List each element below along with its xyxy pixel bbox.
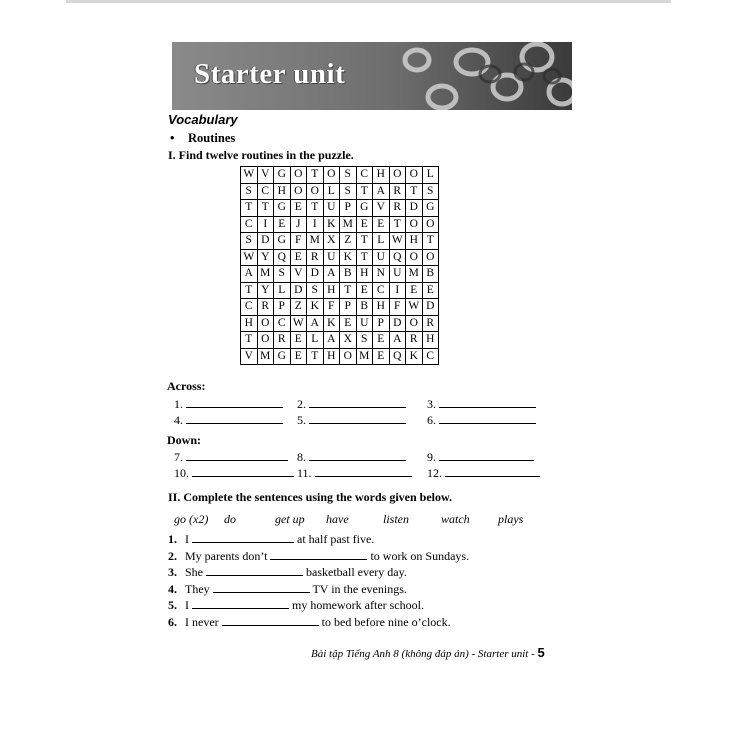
grid-cell: S [356,332,373,349]
unit-banner [172,42,572,110]
grid-cell: T [356,249,373,266]
grid-cell: M [257,266,274,283]
grid-cell: R [389,183,406,200]
grid-cell: O [406,249,423,266]
grid-cell: Z [340,233,357,250]
grid-row [241,315,439,332]
grid-cell: O [290,183,307,200]
grid-cell: P [373,315,390,332]
grid-cell: R [406,332,423,349]
grid-cell: O [257,332,274,349]
answer-blank[interactable] [186,412,283,424]
grid-cell: E [274,216,291,233]
answer-item [297,465,412,479]
sentence-item [168,564,407,580]
sentence-end: to work on Sundays. [367,548,470,563]
grid-cell: H [422,332,439,349]
grid-cell: W [389,233,406,250]
page-footer [311,645,545,660]
grid-cell: A [307,315,324,332]
grid-cell: V [257,167,274,184]
grid-cell: K [323,315,340,332]
grid-cell: R [307,249,324,266]
grid-cell: H [373,299,390,316]
grid-cell: G [274,200,291,217]
grid-cell: H [373,167,390,184]
grid-cell: E [373,348,390,365]
grid-cell: K [323,216,340,233]
sentence-start: I [185,532,192,546]
grid-cell: T [257,200,274,217]
grid-cell: O [290,167,307,184]
grid-cell: E [340,315,357,332]
grid-row [241,348,439,365]
grid-cell: H [241,315,258,332]
grid-cell: Q [389,348,406,365]
grid-cell: E [290,200,307,217]
grid-cell: N [373,266,390,283]
grid-cell: J [290,216,307,233]
grid-row [241,266,439,283]
grid-cell: S [340,167,357,184]
answer-number: 10. [174,466,192,480]
grid-cell: Z [290,299,307,316]
grid-cell: T [356,183,373,200]
grid-cell: R [274,332,291,349]
grid-cell: T [389,216,406,233]
grid-cell: P [340,299,357,316]
grid-cell: T [307,167,324,184]
grid-cell: D [290,282,307,299]
grid-cell: H [356,266,373,283]
grid-cell: D [307,266,324,283]
grid-cell: B [356,299,373,316]
word-bank-item: listen [383,512,409,526]
grid-cell: E [373,216,390,233]
grid-cell: W [406,299,423,316]
grid-cell: U [356,315,373,332]
grid-cell: M [340,216,357,233]
grid-cell: A [241,266,258,283]
grid-cell: G [422,200,439,217]
grid-cell: C [356,167,373,184]
sentence-end: basketball every day. [303,565,407,579]
grid-cell: C [241,216,258,233]
answer-item [174,465,294,479]
grid-cell: F [389,299,406,316]
grid-cell: T [307,200,324,217]
sentence-item [168,581,407,597]
answer-item [427,465,540,479]
answer-number: 4. [174,413,186,427]
sentence-end: my homework after school. [289,598,424,612]
answer-item [297,396,406,410]
grid-cell: Y [257,282,274,299]
answer-item [174,449,288,463]
word-bank-item: do [224,512,236,526]
grid-cell: H [274,183,291,200]
sentence-item [168,531,374,547]
grid-cell: O [257,315,274,332]
grid-cell: T [307,348,324,365]
grid-cell: S [241,183,258,200]
sentence-start: I never [185,614,222,629]
sentence-number: 4. [168,581,177,596]
grid-cell: B [422,266,439,283]
grid-cell: L [274,282,291,299]
grid-cell: V [241,348,258,365]
sentence-number: 6. [168,614,177,629]
sentence-start: They [185,581,213,596]
grid-cell: T [241,332,258,349]
answer-number: 6. [427,413,439,427]
grid-cell: O [406,167,423,184]
grid-row [241,183,439,200]
grid-cell: X [340,332,357,349]
grid-cell: O [389,167,406,184]
answer-item [297,412,406,426]
grid-cell: S [241,233,258,250]
grid-row [241,167,439,184]
grid-cell: G [274,167,291,184]
bullet-dot: • [170,131,175,145]
grid-cell: Y [257,249,274,266]
answer-blank[interactable] [309,449,406,461]
grid-cell: U [389,266,406,283]
grid-cell: O [340,348,357,365]
answer-blank[interactable] [439,449,534,461]
sentence-end: at half past five. [294,532,375,546]
grid-cell: L [323,183,340,200]
grid-cell: T [340,282,357,299]
grid-row [241,249,439,266]
grid-cell: V [290,266,307,283]
sentence-blank[interactable] [270,548,367,560]
grid-cell: O [406,216,423,233]
grid-cell: Q [389,249,406,266]
down-label: Down: [167,433,202,447]
grid-cell: S [340,183,357,200]
answer-item [427,412,536,426]
grid-cell: M [257,348,274,365]
sentence-number: 1. [168,532,177,546]
grid-row [241,233,439,250]
grid-cell: A [389,332,406,349]
routines-bullet [170,131,235,146]
answer-blank[interactable] [439,396,536,408]
grid-row [241,332,439,349]
answer-number: 11. [297,466,315,480]
grid-cell: L [307,332,324,349]
grid-cell: X [323,233,340,250]
grid-cell: C [241,299,258,316]
grid-cell: P [274,299,291,316]
word-bank-item: go (x2) [174,512,209,526]
grid-cell: S [307,282,324,299]
grid-cell: C [274,315,291,332]
grid-cell: F [290,233,307,250]
sentence-number: 3. [168,565,177,579]
grid-cell: W [241,249,258,266]
sentence-item [168,548,469,564]
top-divider [66,0,671,3]
answer-blank[interactable] [445,465,540,477]
sentence-blank[interactable] [213,581,310,593]
grid-cell: E [290,348,307,365]
answer-item [174,396,283,410]
grid-cell: W [290,315,307,332]
grid-cell: D [406,200,423,217]
unit-title: Starter unit [194,58,346,90]
grid-cell: E [373,332,390,349]
answer-blank[interactable] [309,396,406,408]
grid-cell: A [323,332,340,349]
word-bank-item: get up [275,512,305,526]
grid-row [241,299,439,316]
grid-cell: E [356,216,373,233]
answer-number: 9. [427,450,439,464]
answer-blank[interactable] [309,412,406,424]
grid-cell: E [356,282,373,299]
answer-number: 3. [427,397,439,411]
answer-blank[interactable] [315,465,412,477]
word-bank-item: have [326,512,349,526]
answer-item [427,396,536,410]
sentence-item [168,597,424,613]
grid-cell: T [406,183,423,200]
grid-cell: L [422,167,439,184]
sentence-end: to bed before nine o’clock. [318,614,451,629]
sentence-blank[interactable] [222,614,319,626]
grid-cell: K [406,348,423,365]
grid-cell: D [257,233,274,250]
grid-cell: G [274,348,291,365]
grid-cell: D [389,315,406,332]
grid-cell: D [422,299,439,316]
routines-label: Routines [188,131,236,145]
grid-cell: P [340,200,357,217]
answer-item [297,449,406,463]
sentence-start: My parents don’t [185,548,271,563]
grid-cell: V [373,200,390,217]
grid-cell: O [406,315,423,332]
grid-cell: O [307,183,324,200]
grid-cell: H [406,233,423,250]
grid-cell: C [422,348,439,365]
grid-cell: S [422,183,439,200]
answer-blank[interactable] [192,465,294,477]
grid-cell: C [373,282,390,299]
sentence-start: She [185,565,206,579]
grid-cell: K [340,249,357,266]
answer-number: 8. [297,450,309,464]
grid-cell: S [274,266,291,283]
sentence-blank[interactable] [206,564,303,576]
word-bank-item: plays [498,512,524,526]
grid-cell: E [290,332,307,349]
grid-cell: I [307,216,324,233]
grid-cell: E [422,282,439,299]
answer-blank[interactable] [439,412,536,424]
grid-cell: T [422,233,439,250]
exercise2-title: II. Complete the sentences using the words given below. [168,490,452,504]
grid-cell: H [323,348,340,365]
exercise1-title: I. Find twelve routines in the puzzle. [168,148,354,162]
sentence-end: TV in the evenings. [309,581,407,596]
grid-cell: G [356,200,373,217]
grid-cell: B [340,266,357,283]
answer-blank[interactable] [186,449,288,461]
across-label: Across: [167,379,206,393]
word-search-grid [240,166,439,365]
grid-cell: F [323,299,340,316]
sentence-blank[interactable] [192,597,289,609]
grid-cell: H [323,282,340,299]
grid-cell: E [406,282,423,299]
grid-row [241,282,439,299]
grid-cell: M [307,233,324,250]
grid-cell: A [373,183,390,200]
grid-cell: U [323,200,340,217]
grid-cell: K [307,299,324,316]
grid-cell: W [241,167,258,184]
grid-cell: A [323,266,340,283]
grid-cell: R [257,299,274,316]
grid-cell: T [356,233,373,250]
answer-number: 7. [174,450,186,464]
grid-cell: C [257,183,274,200]
grid-cell: M [356,348,373,365]
grid-cell: L [373,233,390,250]
sentence-start: I [185,598,192,612]
grid-cell: Q [274,249,291,266]
answer-blank[interactable] [186,396,283,408]
sentence-number: 5. [168,598,177,612]
page-number: 5 [537,645,545,660]
sentence-number: 2. [168,548,177,563]
answer-item [427,449,534,463]
grid-row [241,200,439,217]
sentence-item [168,614,451,630]
grid-cell: I [389,282,406,299]
grid-cell: T [241,200,258,217]
word-bank-item: watch [441,512,470,526]
answer-number: 1. [174,397,186,411]
grid-cell: G [274,233,291,250]
footer-text: Bài tập Tiếng Anh 8 (không đáp án) - Starter unit - [311,648,535,660]
grid-cell: R [422,315,439,332]
grid-cell: M [406,266,423,283]
grid-cell: O [323,167,340,184]
grid-cell: O [422,216,439,233]
answer-number: 2. [297,397,309,411]
grid-row [241,216,439,233]
grid-cell: E [290,249,307,266]
answer-number: 5. [297,413,309,427]
sentence-blank[interactable] [192,531,294,543]
grid-cell: O [422,249,439,266]
vocabulary-heading: Vocabulary [168,112,238,127]
answer-number: 12. [427,466,445,480]
grid-cell: R [389,200,406,217]
grid-cell: I [257,216,274,233]
grid-cell: U [373,249,390,266]
grid-cell: T [241,282,258,299]
answer-item [174,412,283,426]
grid-cell: U [323,249,340,266]
